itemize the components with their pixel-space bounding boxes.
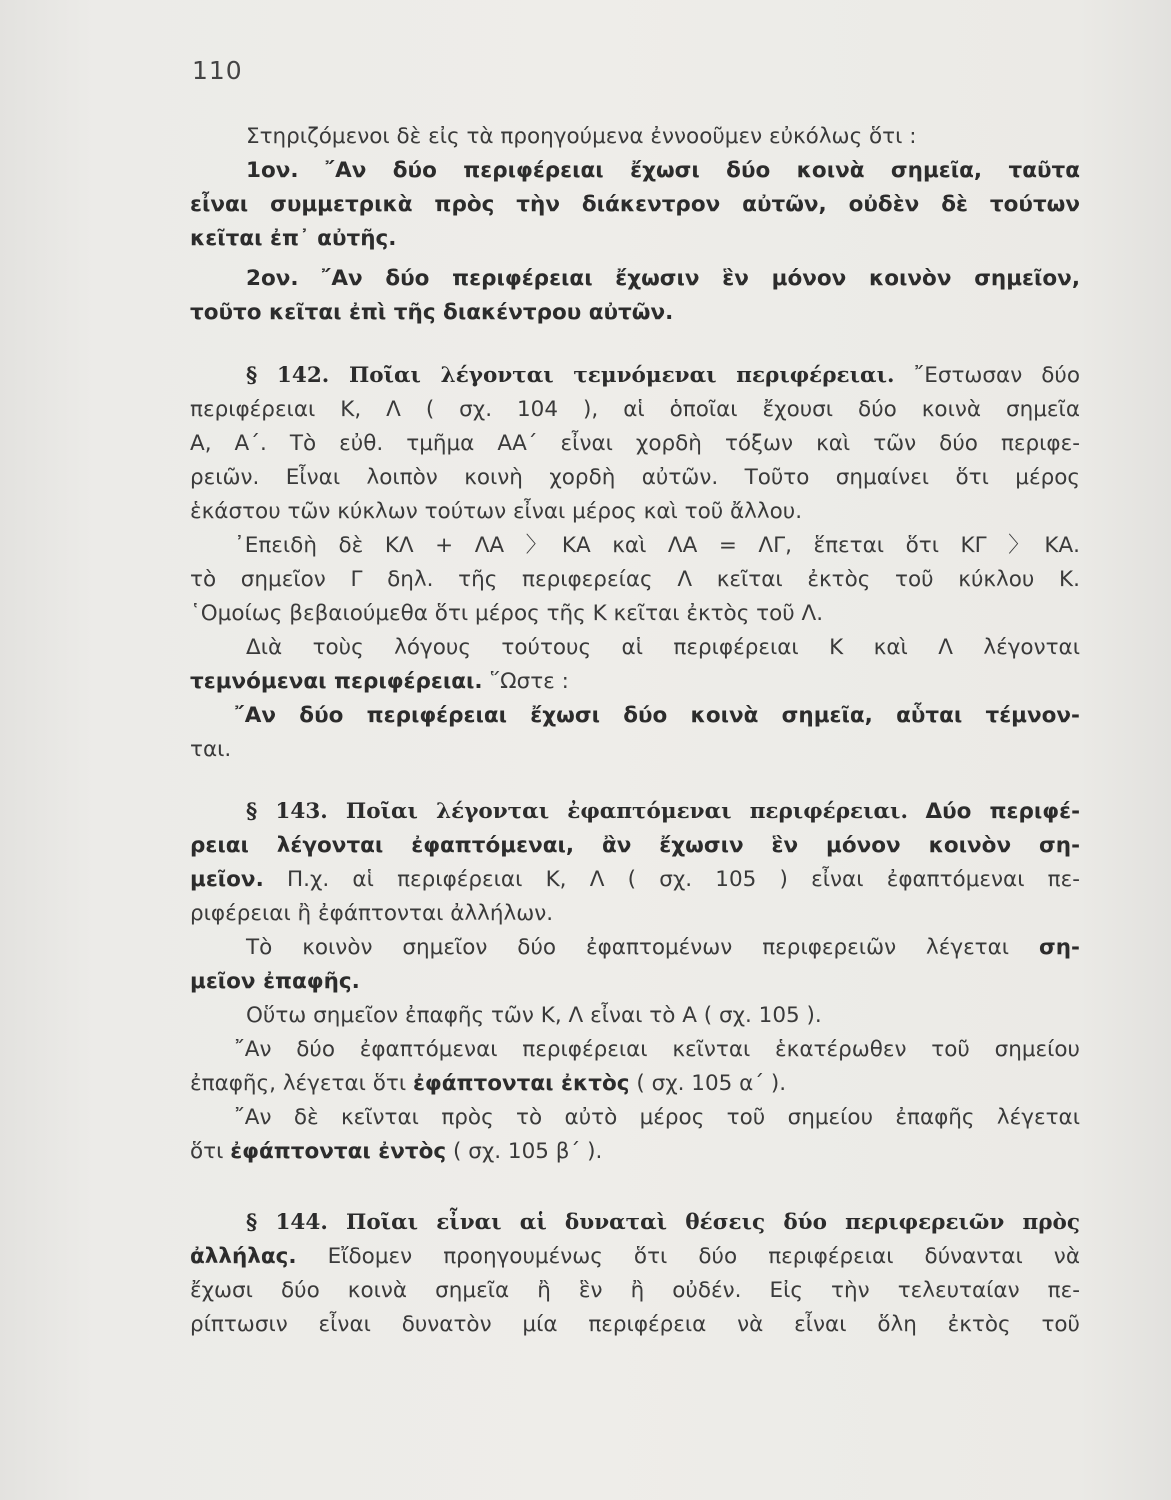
- item-number: 2ον.: [246, 266, 299, 291]
- text-span: ῎Εστωσαν δύο: [913, 363, 1080, 388]
- text-span: Εἴδομεν προηγουμένως ὅτι δύο περιφέρειαι δύνανται νὰ: [327, 1244, 1080, 1269]
- text-line: ἑκάστου τῶν κύκλων τούτων εἶναι μέρος καὶ τοῦ ἄλλου.: [190, 499, 803, 524]
- section-heading: § 143. Ποῖαι λέγονται ἐφαπτόμεναι περιφέρειαι.: [246, 799, 908, 824]
- text-line: Οὕτω σημεῖον ἐπαφῆς τῶν Κ, Λ εἶναι τὸ Α ( σχ. 105 ).: [246, 1003, 822, 1028]
- text-line: [190, 931, 1080, 965]
- text-line: Διὰ τοὺς λόγους τούτους αἱ περιφέρειαι Κ καὶ Λ λέγονται: [246, 635, 1080, 660]
- text-line: ρίπτωσιν εἶναι δυνατὸν μία περιφέρεια νὰ εἶναι ὅλη ἐκτὸς τοῦ: [190, 1312, 1080, 1337]
- bold-term: ἐφάπτονται ἐκτὸς: [412, 1071, 630, 1096]
- section-144: [190, 1206, 1080, 1342]
- bold-term: ἐφάπτονται ἐντὸς: [230, 1139, 447, 1164]
- bold-statement: ῎Αν δύο περιφέρειαι ἔχωσιν ἓν μόνον κοινὸν σημεῖον,: [320, 266, 1080, 291]
- section-143: [190, 795, 1080, 1169]
- page-number: 110: [192, 56, 243, 85]
- bold-term: τεμνόμεναι περιφέρειαι.: [190, 669, 483, 694]
- section-heading: § 142. Ποῖαι λέγονται τεμνόμεναι περιφέρειαι.: [246, 363, 895, 388]
- text-line: [190, 1206, 1080, 1240]
- bold-statement: ῎Αν δύο περιφέρειαι ἔχωσι δύο κοινὰ σημεῖα, ταῦτα: [324, 158, 1080, 183]
- text-line: εἶναι συμμετρικὰ πρὸς τὴν διάκεντρον αὐτῶν, οὐδὲν δὲ τούτων: [190, 192, 1080, 217]
- bold-statement: Δύο περιφέ-: [925, 799, 1080, 824]
- text-line: περιφέρειαι Κ, Λ ( σχ. 104 ), αἱ ὁποῖαι ἔχουσι δύο κοινὰ σημεῖα: [190, 397, 1080, 422]
- text-span: ὅτι: [190, 1139, 224, 1164]
- text-line: ρειῶν. Εἶναι λοιπὸν κοινὴ χορδὴ αὐτῶν. Τοῦτο σημαίνει ὅτι μέρος: [190, 465, 1080, 490]
- text-line: [190, 863, 1080, 897]
- bold-statement: μεῖον.: [190, 867, 264, 892]
- text-line: Α, Α΄. Τὸ εὐθ. τμῆμα ΑΑ΄ εἶναι χορδὴ τόξων καὶ τῶν δύο περιφε-: [190, 431, 1080, 456]
- text-line: ῎Αν δύο ἐφαπτόμεναι περιφέρειαι κεῖνται ἑκατέρωθεν τοῦ σημείου: [234, 1037, 1080, 1062]
- text-line: [190, 1067, 1080, 1101]
- text-line: [190, 1135, 1080, 1169]
- text-line: [190, 795, 1080, 829]
- text-span: Τὸ κοινὸν σημεῖον δύο ἐφαπτομένων περιφερειῶν λέγεται: [246, 935, 1010, 960]
- text-span: ( σχ. 105 α΄ ).: [636, 1071, 787, 1096]
- text-span: Π.χ. αἱ περιφέρειαι Κ, Λ ( σχ. 105 ) εἶναι ἐφαπτόμεναι πε-: [286, 867, 1081, 892]
- text-line: ῎Αν δὲ κεῖνται πρὸς τὸ αὐτὸ μέρος τοῦ σημείου ἐπαφῆς λέγεται: [234, 1105, 1080, 1130]
- text-line: [190, 665, 1080, 699]
- text-line: [190, 262, 1080, 296]
- text-span: ( σχ. 105 β΄ ).: [452, 1139, 603, 1164]
- text-line: [190, 1240, 1080, 1274]
- item-number: 1ον.: [246, 158, 299, 183]
- section-142: [190, 359, 1080, 767]
- text-line: Στηριζόμενοι δὲ εἰς τὰ προηγούμενα ἐννοοῦμεν εὐκόλως ὅτι :: [246, 124, 917, 149]
- text-line: τὸ σημεῖον Γ δηλ. τῆς περιφερείας Λ κεῖται ἐκτὸς τοῦ κύκλου Κ.: [190, 567, 1080, 592]
- text-line: ριφέρειαι ἢ ἐφάπτονται ἀλλήλων.: [190, 901, 554, 926]
- text-line: ται.: [190, 737, 232, 762]
- bold-term: ση-: [1039, 935, 1080, 960]
- text-line: μεῖον ἐπαφῆς.: [190, 969, 360, 994]
- text-line: ᾿Επειδὴ δὲ ΚΛ + ΛΑ 〉ΚΑ καὶ ΛΑ = ΛΓ, ἕπεται ὅτι ΚΓ 〉ΚΑ.: [234, 533, 1080, 558]
- intro-block: [190, 120, 1080, 330]
- section-heading: § 144. Ποῖαι εἶναι αἱ δυναταὶ θέσεις δύο περιφερειῶν πρὸς: [246, 1210, 1080, 1235]
- bold-term: ἀλλήλας.: [190, 1244, 297, 1269]
- text-span: ῞Ωστε :: [489, 669, 569, 694]
- text-line: ῾Ομοίως βεβαιούμεθα ὅτι μέρος τῆς Κ κεῖται ἐκτὸς τοῦ Λ.: [190, 601, 824, 626]
- text-line: ῎Αν δύο περιφέρειαι ἔχωσι δύο κοινὰ σημεῖα, αὗται τέμνον-: [234, 703, 1080, 728]
- text-line: ρειαι λέγονται ἐφαπτόμεναι, ἂν ἔχωσιν ἓν μόνον κοινὸν ση-: [190, 833, 1080, 858]
- text-line: [190, 154, 1080, 188]
- text-span: ἐπαφῆς, λέγεται ὅτι: [190, 1071, 407, 1096]
- text-line: ἔχωσι δύο κοινὰ σημεῖα ἢ ἓν ἢ οὐδέν. Εἰς τὴν τελευταίαν πε-: [190, 1278, 1080, 1303]
- text-line: τοῦτο κεῖται ἐπὶ τῆς διακέντρου αὐτῶν.: [190, 300, 674, 325]
- text-line: [190, 359, 1080, 393]
- text-line: κεῖται ἐπ᾿ αὐτῆς.: [190, 226, 397, 251]
